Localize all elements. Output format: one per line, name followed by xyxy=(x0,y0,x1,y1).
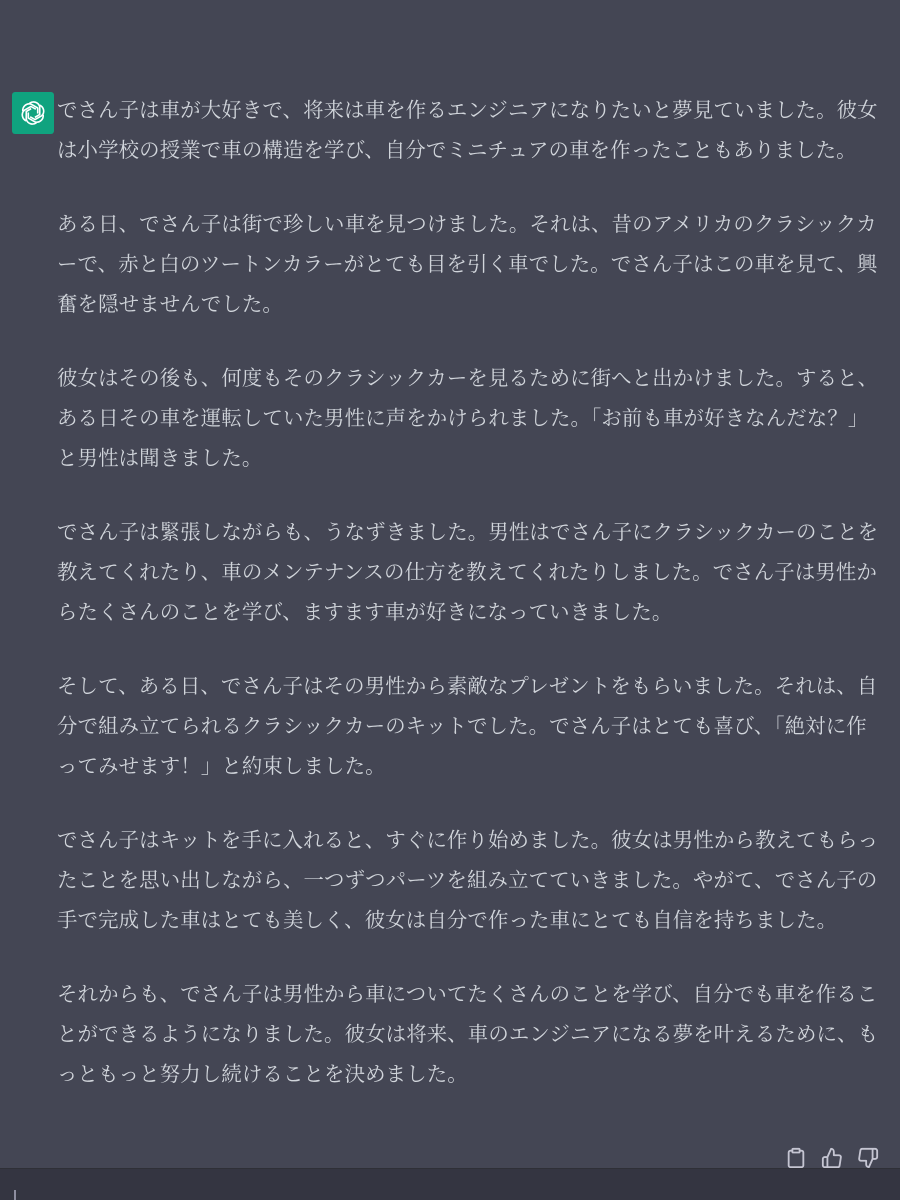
message-paragraph: でさん子は車が大好きで、将来は車を作るエンジニアになりたいと夢見ていました。彼女は小学校の授業で車の構造を学び、自分でミニチュアの車を作ったこともありました。 xyxy=(57,98,878,162)
message-paragraph: そして、ある日、でさん子はその男性から素敵なプレゼントをもらいました。それは、自分で組み立てられるクラシックカーのキットでした。でさん子はとても喜び、「絶対に作ってみせます！」と約束しました。 xyxy=(57,674,878,778)
thumbs-up-icon xyxy=(821,1147,843,1169)
message-content xyxy=(57,90,887,1128)
message-paragraph: ある日、でさん子は街で珍しい車を見つけました。それは、昔のアメリカのクラシックカーで、赤と白のツートンカラーがとても目を引く車でした。でさん子はこの車を見て、興奮を隠せませんでした。 xyxy=(57,212,878,316)
openai-logo-icon xyxy=(18,98,48,128)
message-paragraph: でさん子はキットを手に入れると、すぐに作り始めました。彼女は男性から教えてもらったことを思い出しながら、一つずつパーツを組み立てていきました。やがて、でさん子の手で完成した車はとても美しく、彼女は自分で作った車にとても自信を持ちました。 xyxy=(57,828,879,932)
message-paragraph: でさん子は緊張しながらも、うなずきました。男性はでさん子にクラシックカーのことを教えてくれたり、車のメンテナンスの仕方を教えてくれたりしました。でさん子は男性からたくさんのことを学び、ますます車が好きになっていきました。 xyxy=(57,520,879,624)
scroll-marker xyxy=(14,1190,16,1200)
message-paragraph: 彼女はその後も、何度もそのクラシックカーを見るために街へと出かけました。すると、ある日その車を運転していた男性に声をかけられました。「お前も車が好きなんだな？」と男性は聞きました。 xyxy=(57,366,879,470)
clipboard-icon xyxy=(785,1147,807,1169)
assistant-avatar xyxy=(12,92,54,134)
thumbs-down-icon xyxy=(857,1147,879,1169)
message-paragraph: それからも、でさん子は男性から車についてたくさんのことを学び、自分でも車を作ることができるようになりました。彼女は将来、車のエンジニアになる夢を叶えるために、もっともっと努力し続けることを決めました。 xyxy=(57,982,879,1086)
next-message-area xyxy=(0,1169,900,1200)
